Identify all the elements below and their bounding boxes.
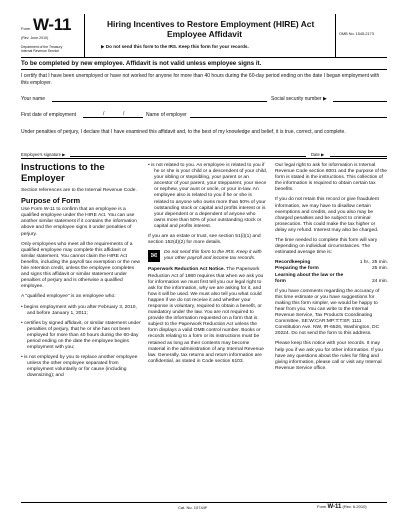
form-subtitle: Employee Affidavit <box>167 29 243 39</box>
purpose-paragraph: Use Form W-11 to confirm that an employee is a qualified employee under the HIRE Act. You can use another similar statement if it contains the information above and the employee signs it under penalties of perjury. <box>21 207 137 237</box>
employee-section-heading: To be completed by new employee. Affidavit is not valid unless employee signs it. <box>21 60 262 67</box>
form-title: Hiring Incentives to Restore Employment (HIRE) Act <box>107 19 315 29</box>
form-number: W-11 <box>33 15 72 34</box>
time-estimate-intro: The time needed to complete this form will vary depending on individual circumstances. The estimated average time is: <box>275 238 378 256</box>
ssn-label: Social security number ▶ <box>271 96 327 102</box>
time-label: Preparing the form <box>275 266 319 272</box>
legal-right-paragraph: Our legal right to ask for information is Internal Revenue Code section 6001 and the purpose of the form is stated in the instructions. This collection of the information is required to obtain certain tax benefits. <box>275 163 388 193</box>
purpose-paragraph: Only employees who meet all the requirements of a qualified employee may complete this affidavit or similar statement. You cannot claim the HIRE Act benefits, including the payroll tax exemption or the new hire retention credit, unless the employee completes and signs this affidavit or similar statement under penalties of perjury and is otherwise a qualified employee. <box>21 241 141 290</box>
signature-field[interactable] <box>70 156 306 157</box>
name-label: Your name <box>21 96 45 102</box>
time-row <box>275 273 388 285</box>
records-note-text: Do not send this form to the IRS. Keep it with your other payroll and income tax records. <box>164 250 262 262</box>
records-note <box>148 250 268 262</box>
form-header <box>21 14 387 58</box>
department-line: Department of the Treasury <box>21 45 63 49</box>
date-field[interactable] <box>330 156 387 157</box>
footer-divider <box>21 502 387 503</box>
keep-notice-paragraph: Please keep this notice with your records. It may help you if we ask you for other information. If you have any questions about the rules for filing and giving information, please call or visit any Internal Revenue Service office. <box>275 341 383 371</box>
qualified-bullet: • begins employment with you after February 3, 2010, and before January 1, 2011; <box>21 304 137 316</box>
time-value: 1 hr., 25 min. <box>359 260 388 266</box>
date-label: Date ▶ <box>311 152 325 157</box>
paperwork-heading: Paperwork Reduction Act Notice. <box>148 267 225 273</box>
time-label: Learning about the law or the form <box>275 272 344 284</box>
form-revision: (Rev. June 2010) <box>21 36 49 40</box>
form-id-block <box>21 14 85 58</box>
name-field[interactable] <box>52 101 267 102</box>
estate-trust-text: If you are an estate or trust, see section 51(i)(1) and section 152(d)(2) for more details. <box>148 234 261 246</box>
signature-divider <box>21 158 387 159</box>
date-slash: / <box>123 111 125 117</box>
section-reference-text: Section references are to the Internal Revenue Code. <box>21 188 137 193</box>
employer-name-field[interactable] <box>190 117 387 118</box>
envelope-icon: ✉ <box>148 250 160 262</box>
retention-paragraph: If you do not retain this record or give fraudulent information, we may have to disallow certain exemptions and credits, and you also may be charged penalties and be subject to criminal prosecution. This could make the tax higher or delay any refund. Interest may also be charged. <box>275 197 379 233</box>
employer-name-label: Name of employer <box>146 112 187 118</box>
department-block <box>21 45 62 53</box>
certification-text: I certify that I have been unemployed or have not worked for anyone for more than 40 hours during the 60-day period ending on the date I began employment with this employer. <box>21 73 380 86</box>
first-date-field[interactable] <box>83 117 143 118</box>
agency-line: Internal Revenue Service <box>21 49 60 53</box>
paperwork-notice <box>148 267 268 365</box>
footer-form-word: Form <box>317 504 327 509</box>
omb-block <box>335 14 387 58</box>
purpose-heading: Purpose of Form <box>21 196 81 206</box>
instructions-column-3 <box>275 163 388 376</box>
paperwork-text: The Paperwork Reduction Act of 1980 requires that when we ask you for information we must first tell you our legal right to ask for the information, why we are asking for it, and how it will be used. We must also tell you what could happen if we do not receive it and whether your response is voluntary, required to obtain a benefit, or mandatory under the law. You are not required to provide the information requested on a form that is subject to the Paperwork Reduction Act unless the form displays a valid OMB control number. Books or records relating to a form or its instructions must be retained as long as their contents may become material in the administration of any Internal Revenue law. Generally, tax returns and return information are confidential, as stated in Code section 6103. <box>148 267 264 364</box>
time-value: 24 min. <box>371 278 388 284</box>
signature-label: Employee's signature ▶ <box>21 152 66 157</box>
first-date-label: First date of employment <box>21 112 77 118</box>
penalty-statement: Under penalties of perjury, I declare that I have examined this affidavit and, to the best of my knowledge and belief, it is true, correct, and complete. <box>21 129 346 135</box>
catalog-number: Cat. No. 10744F <box>178 505 208 510</box>
footer-form-number: W-11 <box>327 504 342 510</box>
qualified-intro: A "qualified employee" is an employee who: <box>21 294 116 300</box>
instructions-column-2 <box>148 163 268 369</box>
instructions-heading: Instructions to the Employer <box>21 162 105 184</box>
section-divider <box>21 69 387 70</box>
time-label: Recordkeeping <box>275 260 311 266</box>
qualified-bullet: • is not related to you. An employee is related to you if he or she is your child or a descendent of your child, your sibling or stepsibling, your parent or an ancestor of your parent, your stepparent, your niece or nephew, your aunt or uncle, or your in-law. An employee also is related to you if he or she is related to anyone who owns more than 50% of your outstanding stock or capital and profits interest or is your dependent or a dependent of anyone who owns more than 50% of your outstanding stock or capital and profits interest. <box>148 163 268 229</box>
time-value: 25 min. <box>371 266 388 272</box>
instructions-column-1 <box>21 163 141 384</box>
title-block <box>87 14 335 58</box>
header-instruction: ▶ Do not send this form to the IRS. Keep this form for your records. <box>101 44 249 49</box>
qualified-bullet: • is not employed by you to replace another employee unless the other employee separated from employment voluntarily or for cause (including downsizing); and <box>21 355 138 379</box>
date-slash: / <box>103 111 105 117</box>
qualified-bullet: • certifies by signed affidavit, or similar statement under penalties of perjury, that he or she has not been employed for more than 40 hours during the 60-day period ending on the date the employee begins employment with you; <box>21 320 141 351</box>
time-estimate-list <box>275 260 388 284</box>
omb-number: OMB No. 1545-2173 <box>339 32 374 36</box>
ssn-field[interactable] <box>333 101 387 102</box>
footer-revision: (Rev. 6-2010) <box>342 504 367 509</box>
comments-paragraph: If you have comments regarding the accuracy of this time estimate or you have suggestions for making this form simpler, we would be happy to hear from you. You can write to the Internal Revenue Service, Tax Products Coordinating Committee, SE:W:CAR:MP:T:T:SP, 1111 Constitution Ave. NW, IR-6526, Washington, DC 20224. Do not send the form to this address. <box>275 288 380 337</box>
form-word: Form <box>21 26 31 31</box>
footer-form-id <box>317 504 367 510</box>
